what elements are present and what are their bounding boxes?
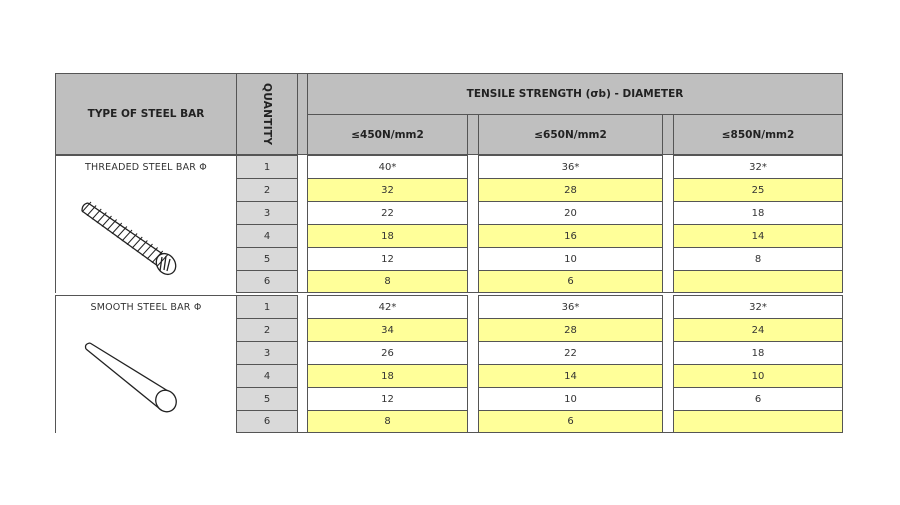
strength-value: 20 <box>564 207 577 219</box>
column-gap <box>663 178 673 201</box>
strength-value: 34 <box>381 324 394 336</box>
strength-value: 10 <box>751 370 765 382</box>
strength-value: 36* <box>561 301 580 313</box>
strength-value: 32* <box>749 161 767 173</box>
strength-value-cell <box>478 387 663 410</box>
row-spacer <box>297 270 307 293</box>
strength-value: 8 <box>384 416 391 427</box>
quantity-value: 5 <box>263 393 271 405</box>
strength-value: 18 <box>381 370 394 382</box>
quantity-value: 6 <box>263 416 271 427</box>
column-gap <box>663 201 673 224</box>
strength-value: 14 <box>751 230 765 242</box>
strength-value: 6 <box>567 416 574 427</box>
quantity-value: 3 <box>263 347 271 359</box>
row-spacer <box>297 410 307 433</box>
header-gap <box>663 115 673 155</box>
strength-value-cell <box>478 341 663 364</box>
steel-bar-image <box>55 178 236 293</box>
column-gap <box>468 178 478 201</box>
header-spacer <box>297 73 307 155</box>
type-header-label: TYPE OF STEEL BAR <box>87 108 205 120</box>
tensile-strength-header <box>307 73 843 115</box>
strength-value-cell <box>307 247 468 270</box>
quantity-cell <box>236 201 297 224</box>
strength-value-cell <box>673 224 843 247</box>
quantity-cell <box>236 178 297 201</box>
strength-value-cell <box>673 387 843 410</box>
column-gap <box>663 295 673 318</box>
strength-value: 18 <box>751 347 765 359</box>
strength-value-cell <box>673 247 843 270</box>
strength-value-cell <box>478 410 663 433</box>
row-spacer <box>297 247 307 270</box>
column-gap <box>663 318 673 341</box>
strength-value-cell <box>307 318 468 341</box>
quantity-value: 2 <box>263 184 271 196</box>
strength-value-cell <box>307 341 468 364</box>
column-gap <box>468 341 478 364</box>
strength-value-cell <box>307 410 468 433</box>
quantity-cell <box>236 410 297 433</box>
row-spacer <box>297 178 307 201</box>
type-of-steel-bar-header <box>55 73 236 155</box>
column-gap <box>468 410 478 433</box>
strength-value: 22 <box>564 347 577 359</box>
steel-bar-type-label: THREADED STEEL BAR Φ <box>85 161 207 173</box>
threaded-steel-bar-icon <box>76 189 196 283</box>
strength-value: 22 <box>381 207 394 219</box>
quantity-cell <box>236 318 297 341</box>
strength-value: 8 <box>754 253 762 265</box>
column-gap <box>468 387 478 410</box>
strength-value: 18 <box>751 207 765 219</box>
row-spacer <box>297 341 307 364</box>
strength-value: 6 <box>567 276 574 287</box>
column-gap <box>468 201 478 224</box>
quantity-value: 2 <box>263 324 271 336</box>
column-gap <box>468 224 478 247</box>
strength-value: 14 <box>564 370 577 382</box>
strength-value-cell <box>478 201 663 224</box>
strength-value: 25 <box>751 184 765 196</box>
strength-value: 16 <box>564 230 577 242</box>
strength-value: 10 <box>564 253 577 265</box>
strength-value-cell <box>673 364 843 387</box>
strength-value: 42* <box>378 301 397 313</box>
column-gap <box>663 341 673 364</box>
strength-value: 26 <box>381 347 394 359</box>
strength-value-cell <box>673 201 843 224</box>
quantity-value: 5 <box>263 253 271 265</box>
strength-column-header <box>307 115 468 155</box>
steel-bar-type-name <box>55 295 236 318</box>
column-gap <box>663 364 673 387</box>
column-gap <box>468 247 478 270</box>
quantity-value: 4 <box>263 230 271 242</box>
row-spacer <box>297 155 307 178</box>
row-spacer <box>297 364 307 387</box>
strength-column-label: ≤650N/mm2 <box>534 128 607 141</box>
strength-value: 28 <box>564 324 577 336</box>
strength-value-cell <box>478 178 663 201</box>
strength-value-cell <box>673 341 843 364</box>
strength-value-cell <box>307 224 468 247</box>
strength-value-cell <box>307 295 468 318</box>
strength-column-header <box>478 115 663 155</box>
strength-value-cell <box>307 155 468 178</box>
smooth-steel-bar-icon <box>76 329 196 423</box>
column-gap <box>468 295 478 318</box>
strength-value: 24 <box>751 324 765 336</box>
strength-value: 10 <box>564 393 577 405</box>
strength-value-cell <box>307 178 468 201</box>
strength-value-cell <box>478 364 663 387</box>
strength-value-cell <box>307 387 468 410</box>
quantity-value: 1 <box>263 301 271 313</box>
quantity-cell <box>236 364 297 387</box>
strength-column-label: ≤450N/mm2 <box>351 128 424 141</box>
strength-value-cell <box>673 318 843 341</box>
row-spacer <box>297 224 307 247</box>
strength-value-cell <box>673 178 843 201</box>
row-spacer <box>297 201 307 224</box>
quantity-cell <box>236 341 297 364</box>
quantity-header-label: QUANTITY <box>261 82 273 146</box>
column-gap <box>663 270 673 293</box>
strength-value: 12 <box>381 393 394 405</box>
row-spacer <box>297 387 307 410</box>
quantity-cell <box>236 247 297 270</box>
quantity-value: 6 <box>263 276 271 287</box>
strength-value: 36* <box>561 161 580 173</box>
steel-bar-image <box>55 318 236 433</box>
steel-bar-type-label: SMOOTH STEEL BAR Φ <box>90 301 202 313</box>
strength-value-cell <box>478 295 663 318</box>
strength-value-cell <box>307 270 468 293</box>
row-spacer <box>297 318 307 341</box>
quantity-cell <box>236 295 297 318</box>
strength-value: 12 <box>381 253 394 265</box>
strength-value-cell <box>673 295 843 318</box>
strength-column-header <box>673 115 843 155</box>
strength-value: 28 <box>564 184 577 196</box>
column-gap <box>468 318 478 341</box>
column-gap <box>663 247 673 270</box>
column-gap <box>468 364 478 387</box>
strength-value: 40* <box>378 161 397 173</box>
strength-value-cell <box>673 155 843 178</box>
quantity-cell <box>236 224 297 247</box>
strength-value: 6 <box>754 393 762 405</box>
strength-column-label: ≤850N/mm2 <box>721 128 795 141</box>
header-gap <box>468 115 478 155</box>
column-gap <box>468 155 478 178</box>
column-gap <box>663 387 673 410</box>
steel-bar-type-name <box>55 155 236 178</box>
column-gap <box>468 270 478 293</box>
quantity-cell <box>236 270 297 293</box>
quantity-cell <box>236 155 297 178</box>
strength-value: 32 <box>381 184 394 196</box>
strength-value-cell <box>478 224 663 247</box>
strength-value: 8 <box>384 276 391 287</box>
row-spacer <box>297 295 307 318</box>
strength-value-cell <box>673 270 843 293</box>
quantity-value: 3 <box>263 207 271 219</box>
strength-value-cell <box>307 364 468 387</box>
quantity-value: 1 <box>263 161 271 173</box>
column-gap <box>663 224 673 247</box>
strength-value-cell <box>307 201 468 224</box>
strength-value: 32* <box>749 301 767 313</box>
quantity-header <box>236 73 297 155</box>
strength-value-cell <box>673 410 843 433</box>
column-gap <box>663 410 673 433</box>
tensile-header-label: TENSILE STRENGTH (σb) - DIAMETER <box>466 88 684 100</box>
strength-value-cell <box>478 247 663 270</box>
strength-value-cell <box>478 318 663 341</box>
column-gap <box>663 155 673 178</box>
quantity-cell <box>236 387 297 410</box>
strength-value-cell <box>478 155 663 178</box>
strength-value-cell <box>478 270 663 293</box>
quantity-value: 4 <box>263 370 271 382</box>
strength-value: 18 <box>381 230 394 242</box>
